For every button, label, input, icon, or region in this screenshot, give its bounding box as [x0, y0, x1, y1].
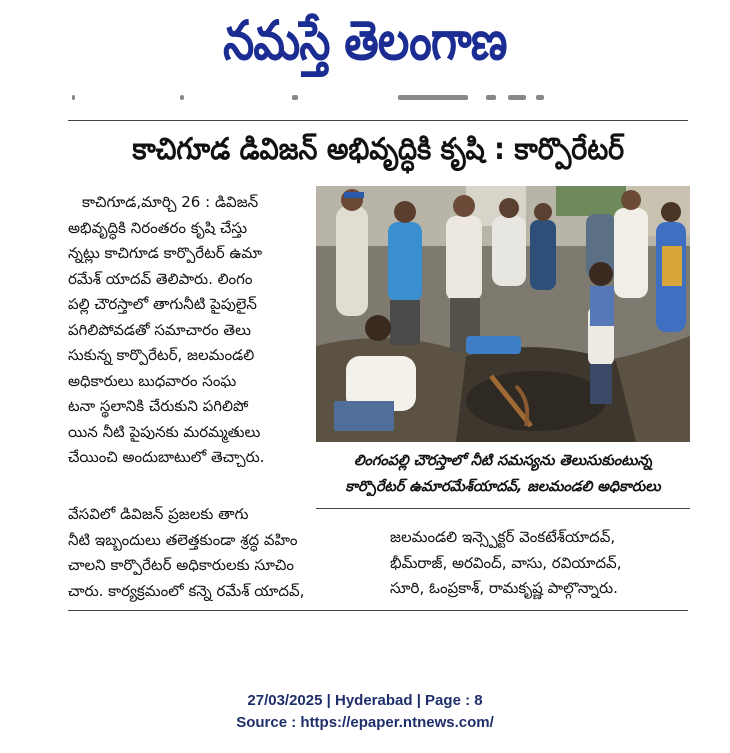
body-line: కాచిగూడ,మార్చి 26 : డివిజన్: [82, 193, 259, 211]
article-body-right-column: [390, 525, 690, 602]
body-line: నీటి ఇబ్బందులు తలెత్తకుండా శ్రద్ధ వహిం: [68, 530, 298, 549]
body-line: అభివృద్ధికి నిరంతరం కృషి చేస్తు: [68, 218, 248, 237]
body-line: జలమండలి ఇన్స్పెక్టర్ వెంకటేశ్‌యాదవ్,: [390, 528, 616, 546]
body-line: వేసవిలో డివిజన్ ప్రజలకు తాగు: [68, 505, 249, 523]
body-line: సూరి, ఓంప్రకాశ్, రామకృష్ణ పాల్గొన్నారు.: [390, 579, 618, 597]
masthead-title: నమస్తే తెలంగాణ: [223, 9, 507, 72]
footer-date-city-page: 27/03/2025 | Hyderabad | Page : 8: [247, 692, 483, 709]
clipping-footer: [0, 690, 730, 734]
body-line: చాలని కార్పొరేటర్ అధికారులకు సూచిం: [68, 556, 295, 574]
newspaper-masthead: [150, 2, 580, 80]
bottom-divider: [68, 610, 688, 611]
caption-line: లింగంపల్లి చౌరస్తాలో నీటి సమస్యను తెలుసుకుంటున్న: [354, 453, 652, 469]
body-line: పగిలిపోవడతో సమాచారం తెలు: [68, 320, 251, 339]
article-body-continued: [68, 502, 368, 604]
body-line: పల్లి చౌరస్తాలో తాగునీటి పైపులైన్: [68, 295, 257, 313]
body-line: అధికారులు బుధవారం సంఘ: [68, 371, 237, 390]
article-body: [68, 190, 312, 471]
clipped-text-remnant: [68, 92, 688, 106]
footer-source-link[interactable]: Source : https://epaper.ntnews.com/: [236, 714, 494, 731]
body-line: సుకున్న కార్పొరేటర్, జలమండలి: [68, 346, 255, 364]
top-divider: [68, 120, 688, 121]
body-line: భీమ్‌రాజ్, అరవింద్, వాసు, రవియాదవ్,: [390, 553, 622, 572]
news-photo: [316, 186, 690, 442]
body-line: యిన నీటి పైపునకు మరమ్మతులు: [68, 422, 261, 441]
body-line: న్నట్లు కాచిగూడ కార్పొరేటర్ ఉమా: [68, 244, 263, 262]
caption-divider: [316, 508, 690, 509]
caption-line: కార్పొరేటర్ ఉమారమేశ్‌యాదవ్, జలమండలి అధికారులు: [345, 479, 661, 495]
photo-caption: [316, 448, 690, 500]
body-line: చేయించి అందుబాటులో తెచ్చారు.: [68, 448, 265, 466]
body-line: రమేశ్ యాదవ్ తెలిపారు. లింగం: [68, 269, 253, 288]
headline-text: కాచిగూడ డివిజన్ అభివృద్ధికి కృషి : కార్పొరేటర్: [132, 132, 624, 167]
body-line: చారు. కార్యక్రమంలో కన్నె రమేశ్ యాదవ్,: [68, 581, 305, 600]
body-line: టనా స్థలానికి చేరుకుని పగిలిపో: [68, 397, 249, 415]
article-headline: [68, 132, 688, 174]
